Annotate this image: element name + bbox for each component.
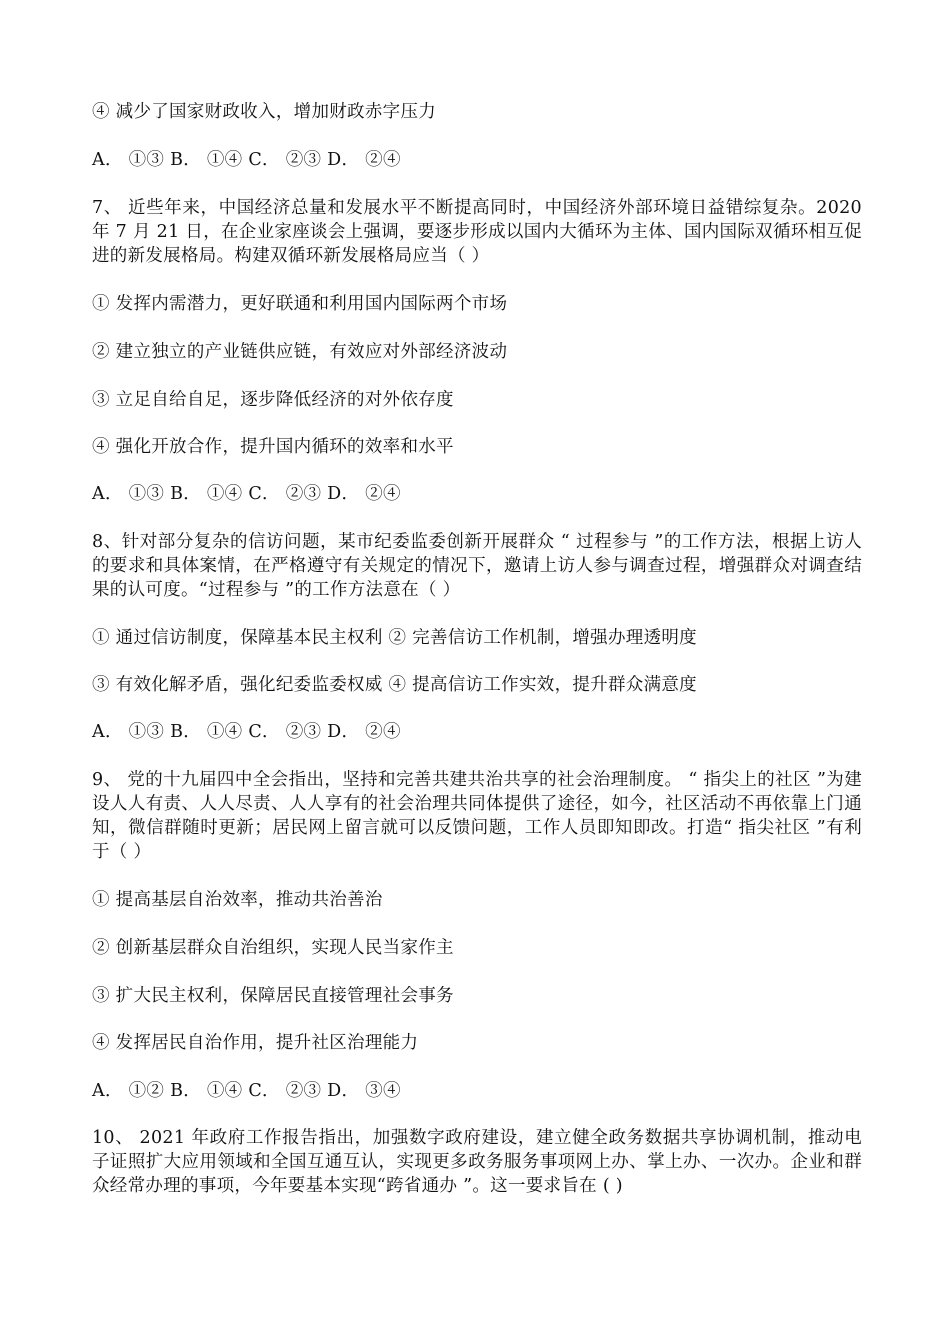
q8-options-1-2: ① 通过信访制度，保障基本民主权利 ② 完善信访工作机制，增强办理透明度 <box>92 628 697 648</box>
q9-option-3: ③ 扩大民主权利，保障居民直接管理社会事务 <box>92 986 454 1006</box>
q9-option-1: ① 提高基层自治效率，推动共治善治 <box>92 890 383 910</box>
q8-answer-choices: A． ①③ B． ①④ C． ②③ D． ②④ <box>92 722 401 742</box>
q9-option-4: ④ 发挥居民自治作用，提升社区治理能力 <box>92 1033 419 1053</box>
q9-stem: 9、 党的十九届四中全会指出，坚持和完善共建共治共享的社会治理制度。 “ 指尖上的社区 ”为建设人人有责、人人尽责、人人享有的社会治理共同体提供了途径，如今，社区活动不再依靠上门通知，微信群随时更新；居民网上留言就可以反馈问题，工作人员即知即改。打造“ 指尖社区 ”有利于（ ） <box>92 770 862 862</box>
q7-option-3: ③ 立足自给自足，逐步降低经济的对外依存度 <box>92 390 454 410</box>
q7-stem: 7、 近些年来，中国经济总量和发展水平不断提高同时，中国经济外部环境日益错综复杂。2020 年 7 月 21 日，在企业家座谈会上强调，要逐步形成以国内大循环为主体、国内国际双循环相互促进的新发展格局。构建双循环新发展格局应当（ ） <box>92 198 862 266</box>
q7-option-4: ④ 强化开放合作，提升国内循环的效率和水平 <box>92 437 454 457</box>
q8-options-3-4: ③ 有效化解矛盾，强化纪委监委权威 ④ 提高信访工作实效，提升群众满意度 <box>92 675 697 695</box>
q6-option-4: ④ 减少了国家财政收入，增加财政赤字压力 <box>92 102 437 122</box>
q6-answer-choices: A． ①③ B． ①④ C． ②③ D． ②④ <box>92 150 401 170</box>
q8-stem: 8、针对部分复杂的信访问题，某市纪委监委创新开展群众 “ 过程参与 ”的工作方法，根据上访人的要求和具体案情，在严格遵守有关规定的情况下，邀请上访人参与调查过程，增强群众对调查结果的认可度。“过程参与 ”的工作方法意在（ ） <box>92 532 862 600</box>
q7-option-2: ② 建立独立的产业链供应链，有效应对外部经济波动 <box>92 342 508 362</box>
q9-answer-choices: A． ①② B． ①④ C． ②③ D． ③④ <box>92 1081 401 1101</box>
q7-option-1: ① 发挥内需潜力，更好联通和利用国内国际两个市场 <box>92 294 508 314</box>
q9-option-2: ② 创新基层群众自治组织，实现人民当家作主 <box>92 938 454 958</box>
q10-stem: 10、 2021 年政府工作报告指出，加强数字政府建设，建立健全政务数据共享协调机制，推动电子证照扩大应用领域和全国互通互认，实现更多政务服务事项网上办、掌上办、一次办。企业和群众经常办理的事项，今年要基本实现“跨省通办 ”。这一要求旨在 ( ) <box>92 1128 862 1196</box>
q7-answer-choices: A． ①③ B． ①④ C． ②③ D． ②④ <box>92 484 401 504</box>
